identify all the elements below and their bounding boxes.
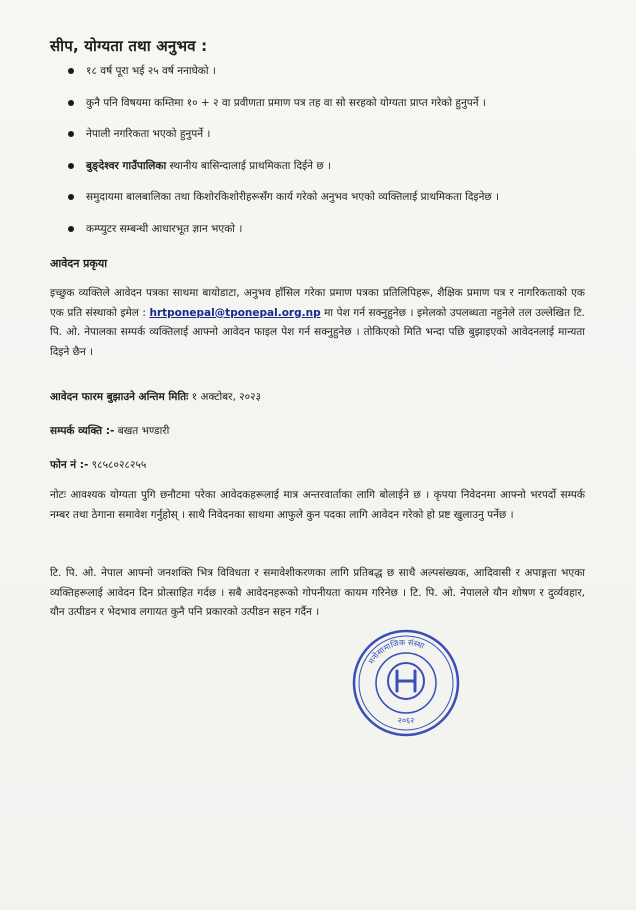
deadline-value: १ अक्टोबर, २०२३: [188, 391, 261, 403]
list-item: समुदायमा बालबालिका तथा किशोरकिशोरीहरूसँग कार्य गरेको अनुभव भएको व्यक्तिलाई प्राथमिकता दिइनेछ ।: [60, 190, 600, 222]
list-item: बुङ्देश्वर गाउँपालिका स्थानीय बासिन्दालाई प्राथमिकता दिईने छ ।: [60, 159, 600, 191]
note-paragraph: नोटः आवश्यक योग्यता पुगि छनौटमा परेका आवेदकहरूलाई मात्र अन्तरवार्ताका लागि बोलाईने छ । कृपया निवेदनमा आफ्नो भरपर्दो सम्पर्क नम्बर तथा ठेगाना समावेश गर्नुहोस् । साथै निवेदनका साथमा आफुले कुन पदका लागि आवेदन गरेको हो प्रष्ट खुलाउनु पर्नेछ ।: [50, 489, 585, 521]
application-process-title: आवेदन प्रकृया: [50, 257, 108, 270]
deadline-label: आवेदन फारम बुझाउने अन्तिम मितिः: [50, 391, 189, 403]
contact-value: बखत भण्डारी: [114, 425, 170, 437]
seal-ring-text: मनोसामाजिक संस्था: [366, 637, 426, 666]
phone-value: ९८५८०२८२५५: [88, 459, 147, 471]
list-item: नेपाली नगरिकता भएको हुनुपर्ने ।: [60, 127, 600, 159]
skills-heading: सीप, योग्यता तथा अनुभव :: [50, 37, 208, 55]
list-item: कुनै पनि विषयमा कम्तिमा १० + २ वा प्रवीणता प्रमाण पत्र तह वा सो सरहको योग्यता प्राप्त गरेको हुनुपर्ने ।: [60, 96, 600, 128]
organization-seal-icon: [350, 627, 462, 739]
list-item: कम्प्युटर सम्बन्धी आधारभूत ज्ञान भएको ।: [60, 222, 600, 254]
municipality-name: बुङ्देश्वर गाउँपालिका: [86, 159, 167, 172]
deadline-line: [50, 390, 261, 404]
phone-label: फोन नं :-: [50, 459, 89, 471]
email-link[interactable]: hrtponepal@tponepal.org.np: [149, 306, 321, 319]
seal-year: २०६२: [397, 716, 415, 725]
contact-label: सम्पर्क व्यक्ति :-: [50, 425, 115, 437]
phone-line: [50, 458, 146, 472]
application-paragraph: इच्छुक व्यक्तिले आवेदन पत्रका साथमा बायोडाटा, अनुभव हाँसिल गरेका प्रमाण पत्रका प्रतिलिपिहरू, शैक्षिक प्रमाण पत्र र नागरिकताको एक एक प्रति संस्थाको इमेल : hrtponepal@tponepal.org.np मा पेश गर्न सक्नुहुनेछ । इमेलको उपलब्धता नहुनेले तल उल्लेखित टि. पि. ओ. नेपालका सम्पर्क व्यक्तिलाई आफ्नो आवेदन फाइल पेश गर्न सक्नुहुनेछ । तोकिएको मिति भन्दा पछि बुझाइएको आवेदनलाई मान्यता दिइने छैन ।: [50, 287, 585, 358]
contact-line: [50, 424, 169, 438]
requirements-list: [60, 64, 600, 253]
equity-paragraph: टि. पि. ओ. नेपाल आफ्नो जनशक्ति भित्र विविधता र समावेशीकरणका लागि प्रतिबद्ध छ साथै अल्पसंख्यक, आदिवासी र अपाङ्गता भएका व्यक्तिहरूलाई आवेदन दिन प्रोत्साहित गर्दछ । सबै आवेदनहरूको गोपनीयता कायम गरिनेछ । टि. पि. ओ. नेपालले यौन शोषण र दुर्व्यवहार, यौन उत्पीडन र भेदभाव लगायत कुनै पनि प्रकारको उत्पीडन सहन गर्दैन ।: [50, 567, 585, 618]
list-item: १८ वर्ष पूरा भई २५ वर्ष ननाघेको ।: [60, 64, 600, 96]
